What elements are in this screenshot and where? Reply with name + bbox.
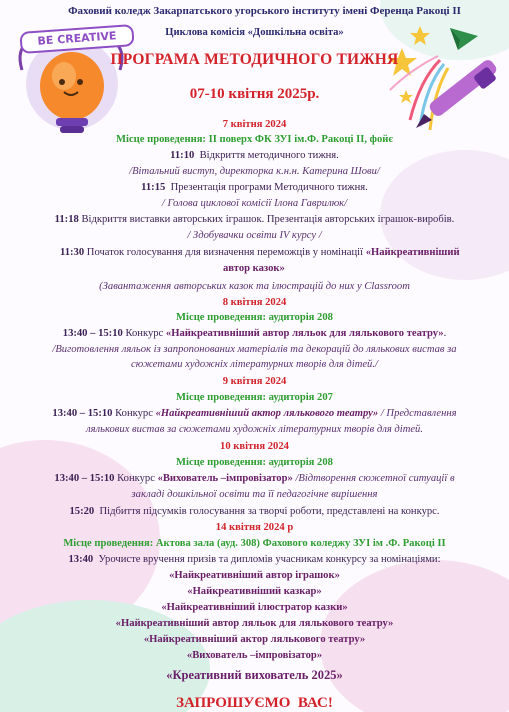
time: 13:40 – 15:10 xyxy=(54,473,115,484)
day3-note-line2: лялькових вистав за сюжетами художніх літературних творів для дітей. xyxy=(85,424,424,435)
event-text: Початок голосування для визначення переможців у номінації xyxy=(86,247,364,258)
logo-text: BE CREATIVE xyxy=(37,29,117,48)
day1-event4-note: (Завантаження авторських казок та ілюстрацій до них у Classroom xyxy=(99,281,410,292)
day1-event3-note: / Здобувачки освіти IV курсу / xyxy=(187,230,322,241)
time: 13:40 – 15:10 xyxy=(62,328,123,339)
time: 11:30 xyxy=(60,247,85,258)
day2-event xyxy=(0,327,509,341)
day1-event2-note: / Голова циклової комісії Ілона Гаврилюк/ xyxy=(161,198,348,209)
day1-event1 xyxy=(0,149,509,163)
time: 13:40 – 15:10 xyxy=(52,408,113,419)
day1-event4-nomination: автор казок» xyxy=(223,263,285,274)
event-dates: 07-10 квітня 2025р. xyxy=(189,86,320,102)
event-note: /Відтворення сюжетної ситуації в xyxy=(295,473,455,484)
day2-note-line1: /Виготовлення ляльок із запропонованих матеріалів та декорацій до лялькових вистав за xyxy=(52,344,457,355)
day4-event xyxy=(0,472,509,486)
day5-date: 14 квітня 2024 р xyxy=(215,522,294,533)
college-name: Фаховий коледж Закарпатського угорського інституту імені Ференца Ракоці ІІ xyxy=(68,5,461,17)
nomination-item: «Найкреативніший казкар» xyxy=(187,586,322,597)
day1-date: 7 квітня 2024 xyxy=(222,119,287,130)
nomination-item: «Найкреативніший автор іграшок» xyxy=(169,570,340,581)
day1-event3 xyxy=(0,213,509,227)
day4-date: 10 квітня 2024 xyxy=(220,441,289,452)
contest-label: Конкурс xyxy=(115,408,153,419)
page-title: ПРОГРАМА МЕТОДИЧНОГО ТИЖНЯ xyxy=(110,51,399,68)
invitation: ЗАПРОШУЄМО ВАС! xyxy=(176,695,333,711)
day5-place: Місце проведення: Актова зала (ауд. 308) Фахового коледжу ЗУІ ім .Ф. Ракоці ІІ xyxy=(63,538,446,549)
contest-label: Конкурс xyxy=(117,473,155,484)
nomination-item: «Найкреативніший автор ляльок для лялькового театру» xyxy=(115,618,394,629)
day4-place: Місце проведення: аудиторія 208 xyxy=(176,457,333,468)
day4-event2 xyxy=(0,505,509,519)
punctuation: . xyxy=(443,328,447,339)
day1-event1-note: /Вітальний виступ, директорка к.н.н. Катерина Шови/ xyxy=(129,166,380,177)
nomination: «Найкреативніший xyxy=(365,247,460,258)
nomination-item: «Найкреативніший актор лялькового театру» xyxy=(143,634,366,645)
time: 15:20 xyxy=(69,506,95,517)
day2-place: Місце проведення: аудиторія 208 xyxy=(176,312,333,323)
day1-place: Місце проведення: ІІ поверх ФК ЗУІ ім.Ф. Ракоці ІІ, фойє xyxy=(116,134,393,145)
final-nomination: «Креативний вихователь 2025» xyxy=(166,668,343,682)
day4-note-line2: закладі дошкільної освіти та її педагогічне вирішення xyxy=(131,489,378,500)
day3-place: Місце проведення: аудиторія 207 xyxy=(176,392,333,403)
nomination: «Вихователь –імпровізатор» xyxy=(157,473,293,484)
time: 13:40 xyxy=(68,554,94,565)
nomination: «Найкреативніший актор лялькового театру» xyxy=(155,408,379,419)
day1-event4 xyxy=(60,246,500,260)
day3-date: 9 квітня 2024 xyxy=(222,376,287,387)
event-text: Підбиття підсумків голосування за творчі роботи, представлені на конкурс. xyxy=(99,506,440,517)
time: 11:18 xyxy=(54,214,79,225)
time: 11:15 xyxy=(141,182,166,193)
event-note: / Представлення xyxy=(380,408,457,419)
event-text: Відкриття виставки авторських іграшок. Презентація авторських іграшок-виробів. xyxy=(81,214,455,225)
day2-note-line2: сюжетами художніх літературних творів для дітей./ xyxy=(131,359,378,370)
day2-date: 8 квітня 2024 xyxy=(222,297,287,308)
event-text: Презентація програми Методичного тижня. xyxy=(170,182,368,193)
time: 11:10 xyxy=(170,150,195,161)
day1-event2 xyxy=(0,181,509,195)
day3-event xyxy=(0,407,509,421)
nomination-item: «Найкреативніший ілюстратор казки» xyxy=(161,602,348,613)
commission-name: Циклова комісія «Дошкільна освіта» xyxy=(165,27,344,38)
event-text: Відкриття методичного тижня. xyxy=(199,150,339,161)
nomination-item: «Вихователь –імпровізатор» xyxy=(186,650,323,661)
day5-event xyxy=(0,553,509,567)
contest-label: Конкурс xyxy=(125,328,164,339)
event-text: Урочисте вручення призів та дипломів учасникам конкурсу за номінаціями: xyxy=(98,554,441,565)
nomination: «Найкреативніший автор ляльок для лялькового театру» xyxy=(165,328,444,339)
